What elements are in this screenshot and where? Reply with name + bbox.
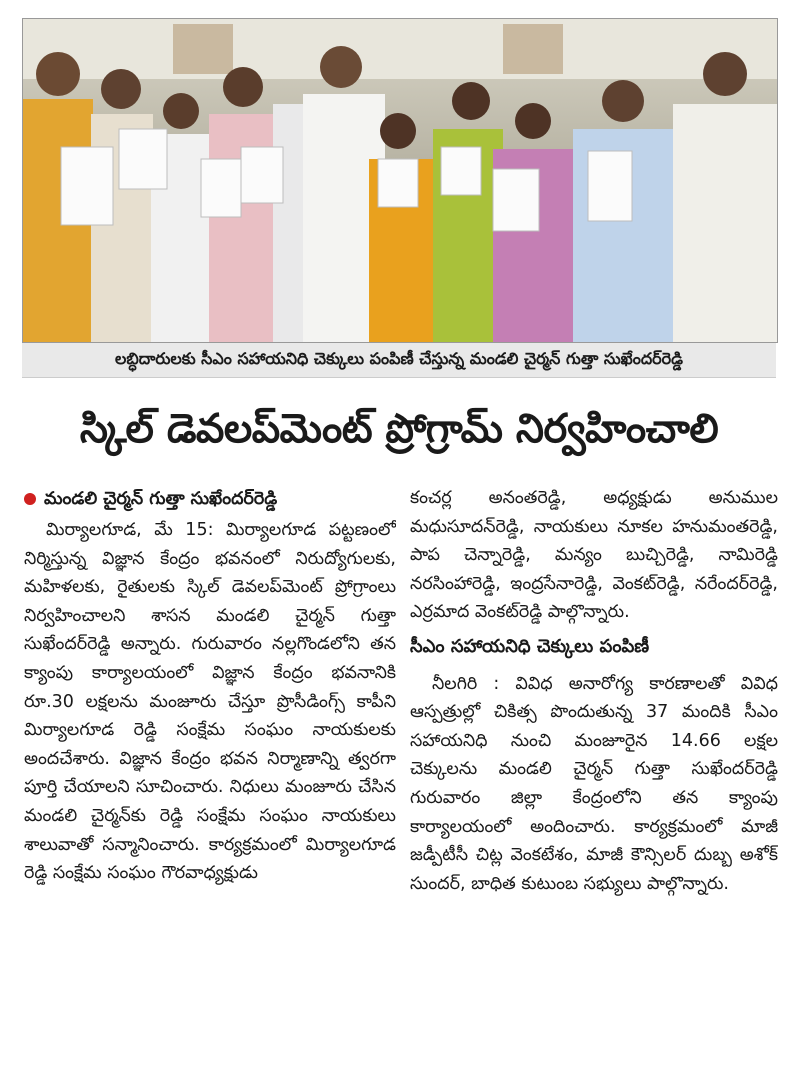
news-photo bbox=[22, 18, 778, 343]
red-bullet-icon bbox=[24, 493, 36, 505]
article-body-continued: కంచర్ల అనంతరెడ్డి, అధ్యక్షుడు అనుముల మధుసూదన్‌రెడ్డి, నాయకులు నూకల హనుమంతరెడ్డి, పాప చెన్నారెడ్డి, మన్యం బుచ్చిరెడ్డి, నామిరెడ్డి నరసింహారెడ్డి, ఇంద్రసేనారెడ్డి, వెంకట్‌రెడ్డి, నరేందర్‌రెడ్డి, ఎర్రమాద వెంకట్‌రెడ్డి పాల్గొన్నారు. bbox=[410, 488, 778, 623]
headline-text: స్కిల్ డెవలప్‌మెంట్ ప్రోగ్రామ్ నిర్వహించాలి bbox=[79, 406, 719, 452]
caption-text: లబ్ధిదారులకు సీఎం సహాయనిధి చెక్కులు పంపిణీ చేస్తున్న మండలి చైర్మన్ గుత్తా సుఖేందర్‌రెడ్డి bbox=[115, 348, 683, 368]
article-column-right bbox=[410, 484, 778, 1064]
byline bbox=[24, 484, 396, 514]
byline-text: మండలి చైర్మన్ గుత్తా సుఖేందర్‌రెడ్డి bbox=[44, 488, 278, 509]
article-body-second: నీలగిరి : వివిధ అనారోగ్య కారణాలతో వివిధ ఆస్పత్రుల్లో చికిత్స పొందుతున్న 37 మందికి సీఎం సహాయనిధి నుంచి మంజూరైన 14.66 లక్షల చెక్కులను మండలి చైర్మన్ గుత్తా సుఖేందర్‌రెడ్డి గురువారం జిల్లా కేంద్రంలోని తన క్యాంపు కార్యాలయంలో అందించారు. కార్యక్రమంలో మాజీ జడ్పీటీసీ చిట్ల వెంకటేశం, మాజీ కౌన్సిలర్ దుబ్బ అశోక్ సుందర్, బాధిత కుటుంబ సభ్యులు పాల్గొన్నారు. bbox=[410, 673, 778, 894]
headline bbox=[22, 396, 776, 472]
sub-headline: సీఎం సహాయనిధి చెక్కులు పంపిణీ bbox=[410, 635, 650, 657]
article-column-left bbox=[24, 484, 396, 1064]
group-photo-illustration bbox=[23, 19, 777, 342]
photo-caption bbox=[22, 343, 776, 378]
article-body-left: మిర్యాలగూడ, మే 15: మిర్యాలగూడ పట్టణంలో నిర్మిస్తున్న విజ్ఞాన కేంద్రం భవనంలో నిరుద్యోగులకు, మహిళలకు, రైతులకు స్కిల్ డెవలప్‌మెంట్ ప్రోగ్రాంలు నిర్వహించాలని శాసన మండలి చైర్మన్ గుత్తా సుఖేందర్‌రెడ్డి అన్నారు. గురువారం నల్లగొండలోని తన క్యాంపు కార్యాలయంలో విజ్ఞాన కేంద్రం భవనానికి రూ.30 లక్షలను మంజూరు చేస్తూ ప్రొసీడింగ్స్ కాపీని మిర్యాలగూడ రెడ్డి సంక్షేమ సంఘం నాయకులకు అందచేశారు. విజ్ఞాన కేంద్రం భవన నిర్మాణాన్ని త్వరగా పూర్తి చేయాలని సూచించారు. నిధులు మంజూరు చేసిన మండలి చైర్మన్‌కు రెడ్డి సంక్షేమ సంఘం నాయకులు శాలువాతో సన్మానించారు. కార్యక్రమంలో మిర్యాలగూడ రెడ్డి సంక్షేమ సంఘం గౌరవాధ్యక్షుడు bbox=[24, 520, 396, 884]
